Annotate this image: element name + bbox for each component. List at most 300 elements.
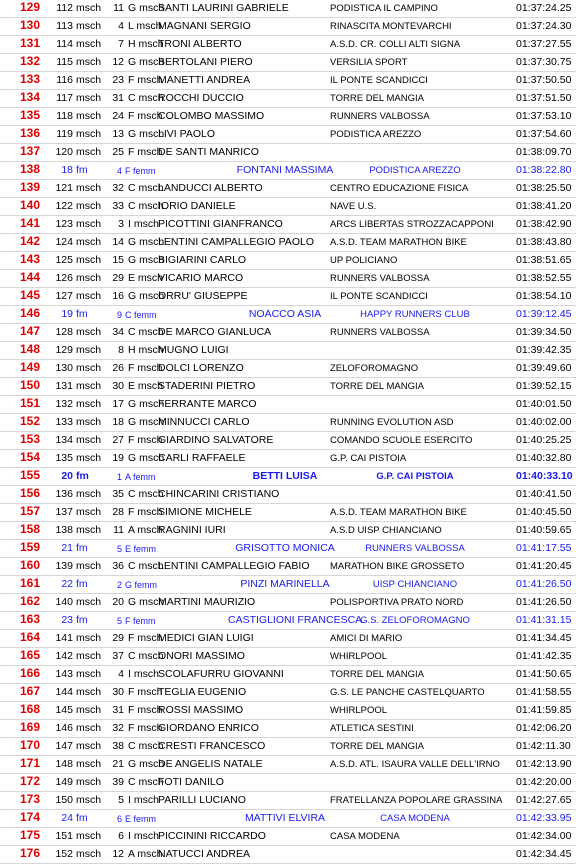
division: F femm — [125, 616, 156, 626]
table-row — [0, 666, 576, 684]
position: 164 — [19, 630, 40, 644]
club-name: FRATELLANZA POPOLARE GRASSINA — [330, 795, 503, 806]
finish-time: 01:40:33.10 — [516, 470, 573, 482]
position: 138 — [19, 162, 40, 176]
position: 150 — [19, 378, 40, 392]
bib-number: 18 — [61, 164, 73, 176]
finish-time: 01:41:58.55 — [516, 686, 572, 698]
athlete-name: GRISOTTO MONICA — [235, 542, 335, 554]
table-row — [0, 324, 576, 342]
finish-time: 01:37:51.50 — [516, 92, 572, 104]
category-rank: 6 — [118, 830, 124, 842]
category-rank: 34 — [112, 326, 124, 338]
athlete-name: BETTI LUISA — [252, 470, 318, 482]
athlete-name: SANTI LAURINI GABRIELE — [158, 2, 289, 14]
table-row — [0, 738, 576, 756]
athlete-name: MUGNO LUIGI — [158, 344, 229, 356]
sex-category: fm — [76, 812, 88, 824]
table-row-female — [0, 810, 576, 828]
table-row — [0, 234, 576, 252]
club-name: IL PONTE SCANDICCI — [330, 291, 428, 302]
finish-time: 01:40:59.65 — [516, 524, 572, 536]
table-row — [0, 702, 576, 720]
division: C msch — [128, 182, 164, 194]
sex-category: msch — [76, 740, 102, 752]
position: 146 — [19, 306, 40, 320]
club-name: A.S.D UISP CHIANCIANO — [330, 525, 442, 536]
table-row — [0, 450, 576, 468]
position: 167 — [19, 684, 40, 698]
position: 175 — [19, 828, 40, 842]
sex-category: msch — [76, 290, 102, 302]
finish-time: 01:37:50.50 — [516, 74, 572, 86]
sex-category: msch — [76, 56, 102, 68]
position: 141 — [19, 216, 40, 230]
club-name: RUNNERS VALBOSSA — [365, 543, 465, 554]
table-row — [0, 648, 576, 666]
club-name: G.P. CAI PISTOIA — [376, 471, 454, 482]
finish-time: 01:40:41.50 — [516, 488, 572, 500]
sex-category: msch — [76, 182, 102, 194]
bib-number: 140 — [55, 596, 73, 608]
division: A msch — [128, 524, 163, 536]
sex-category: msch — [76, 146, 102, 158]
position: 144 — [19, 270, 40, 284]
table-row — [0, 684, 576, 702]
bib-number: 139 — [55, 560, 73, 572]
finish-time: 01:42:06.20 — [516, 722, 572, 734]
division: G femm — [125, 580, 158, 590]
category-rank: 30 — [112, 686, 124, 698]
club-name: TORRE DEL MANGIA — [330, 741, 424, 752]
division: F msch — [128, 362, 163, 374]
division: G msch — [128, 398, 165, 410]
position: 148 — [19, 342, 40, 356]
bib-number: 112 — [56, 2, 73, 14]
athlete-name: MAGNANI SERGIO — [158, 20, 251, 32]
category-rank: 30 — [112, 380, 124, 392]
athlete-name: FERRANTE MARCO — [158, 398, 257, 410]
division: F msch — [128, 704, 163, 716]
athlete-name: FONTANI MASSIMA — [236, 164, 334, 176]
athlete-name: NATUCCI ANDREA — [158, 848, 250, 860]
division: F femm — [125, 166, 156, 176]
athlete-name: CASTIGLIONI FRANCESCA — [228, 614, 363, 626]
sex-category: msch — [76, 2, 102, 14]
table-row — [0, 270, 576, 288]
finish-time: 01:38:51.65 — [516, 254, 572, 266]
finish-time: 01:40:25.25 — [516, 434, 572, 446]
table-row — [0, 522, 576, 540]
club-name: HAPPY RUNNERS CLUB — [360, 309, 470, 320]
category-rank: 18 — [112, 416, 124, 428]
club-name: TORRE DEL MANGIA — [330, 669, 424, 680]
club-name: RINASCITA MONTEVARCHI — [330, 21, 452, 32]
athlete-name: STADERINI PIETRO — [158, 380, 256, 392]
athlete-name: PINZI MARINELLA — [240, 578, 330, 590]
athlete-name: MINNUCCI CARLO — [158, 416, 250, 428]
table-row — [0, 360, 576, 378]
position: 173 — [19, 792, 40, 806]
athlete-name: PICCININI RICCARDO — [158, 830, 266, 842]
club-name: TORRE DEL MANGIA — [330, 381, 424, 392]
finish-time: 01:42:27.65 — [516, 794, 572, 806]
category-rank: 36 — [112, 560, 124, 572]
category-rank: 1 — [116, 472, 122, 482]
club-name: A.S.D. TEAM MARATHON BIKE — [330, 237, 467, 248]
bib-number: 135 — [55, 452, 73, 464]
club-name: G.S. ZELOFOROMAGNO — [360, 615, 470, 626]
category-rank: 7 — [118, 38, 124, 50]
division: G msch — [128, 236, 165, 248]
bib-number: 116 — [56, 74, 73, 86]
position: 131 — [19, 36, 40, 50]
position: 170 — [19, 738, 40, 752]
sex-category: msch — [76, 848, 102, 860]
sex-category: msch — [76, 488, 102, 500]
bib-number: 144 — [55, 686, 73, 698]
position: 157 — [19, 504, 40, 518]
position: 137 — [19, 144, 40, 158]
finish-time: 01:42:20.00 — [516, 776, 572, 788]
finish-time: 01:37:24.30 — [516, 20, 572, 32]
table-row — [0, 828, 576, 846]
category-rank: 11 — [113, 2, 124, 14]
athlete-name: MARTINI MAURIZIO — [158, 596, 256, 608]
athlete-name: DE SANTI MANRICO — [158, 146, 259, 158]
category-rank: 4 — [118, 668, 124, 680]
club-name: PODISTICA AREZZO — [330, 129, 422, 140]
club-name: POLISPORTIVA PRATO NORD — [330, 597, 464, 608]
finish-time: 01:39:52.15 — [516, 380, 572, 392]
division: H msch — [128, 344, 164, 356]
division: I msch — [128, 830, 159, 842]
finish-time: 01:41:59.85 — [516, 704, 572, 716]
bib-number: 142 — [55, 650, 73, 662]
bib-number: 149 — [55, 776, 73, 788]
club-name: G.S. LE PANCHE CASTELQUARTO — [330, 687, 485, 698]
category-rank: 12 — [112, 848, 124, 860]
division: F msch — [128, 686, 163, 698]
finish-time: 01:38:22.80 — [516, 164, 572, 176]
finish-time: 01:38:09.70 — [516, 146, 572, 158]
finish-time: 01:41:20.45 — [516, 560, 572, 572]
athlete-name: CRESTI FRANCESCO — [158, 740, 266, 752]
sex-category: msch — [76, 200, 102, 212]
position: 176 — [19, 846, 40, 860]
bib-number: 114 — [56, 38, 73, 50]
club-name: PODISTICA IL CAMPINO — [330, 3, 438, 14]
category-rank: 20 — [112, 596, 124, 608]
sex-category: msch — [76, 344, 102, 356]
club-name: RUNNING EVOLUTION ASD — [330, 417, 454, 428]
sex-category: msch — [76, 632, 102, 644]
sex-category: msch — [76, 776, 102, 788]
club-name: CASA MODENA — [380, 813, 450, 824]
table-row — [0, 720, 576, 738]
position: 166 — [19, 666, 40, 680]
division: C femm — [125, 310, 157, 320]
division: C msch — [128, 200, 164, 212]
sex-category: msch — [76, 128, 102, 140]
category-rank: 15 — [112, 254, 124, 266]
athlete-name: TEGLIA EUGENIO — [158, 686, 247, 698]
table-row — [0, 774, 576, 792]
club-name: A.S.D. ATL. ISAURA VALLE DELL'IRNO — [330, 759, 500, 770]
athlete-name: RAGNINI IURI — [158, 524, 226, 536]
position: 154 — [19, 450, 40, 464]
division: F msch — [128, 506, 163, 518]
bib-number: 113 — [56, 20, 73, 32]
category-rank: 13 — [112, 128, 124, 140]
position: 156 — [19, 486, 40, 500]
category-rank: 12 — [112, 56, 124, 68]
position: 153 — [19, 432, 40, 446]
bib-number: 148 — [55, 758, 73, 770]
table-row — [0, 342, 576, 360]
bib-number: 126 — [55, 272, 73, 284]
club-name: WHIRLPOOL — [330, 651, 388, 662]
table-row — [0, 792, 576, 810]
position: 147 — [19, 324, 40, 338]
position: 142 — [19, 234, 40, 248]
finish-time: 01:41:26.50 — [516, 578, 572, 590]
finish-time: 01:42:34.45 — [516, 848, 572, 860]
bib-number: 129 — [55, 344, 73, 356]
table-row — [0, 216, 576, 234]
table-row — [0, 378, 576, 396]
bib-number: 152 — [55, 848, 73, 860]
category-rank: 25 — [112, 146, 124, 158]
bib-number: 23 — [61, 614, 73, 626]
athlete-name: BIGIARINI CARLO — [158, 254, 247, 266]
division: G msch — [128, 758, 165, 770]
category-rank: 9 — [116, 310, 122, 320]
athlete-name: CARLI RAFFAELE — [158, 452, 246, 464]
division: A femm — [125, 472, 156, 482]
bib-number: 21 — [61, 542, 73, 554]
bib-number: 120 — [55, 146, 73, 158]
sex-category: msch — [76, 668, 102, 680]
club-name: CENTRO EDUCAZIONE FISICA — [330, 183, 469, 194]
division: C msch — [128, 560, 164, 572]
sex-category: fm — [76, 542, 88, 554]
position: 169 — [19, 720, 40, 734]
sex-category: msch — [76, 416, 102, 428]
club-name: IL PONTE SCANDICCI — [330, 75, 428, 86]
category-rank: 4 — [118, 20, 124, 32]
position: 149 — [19, 360, 40, 374]
division: E femm — [125, 814, 157, 824]
position: 136 — [19, 126, 40, 140]
position: 174 — [19, 810, 40, 824]
athlete-name: CHINCARINI CRISTIANO — [158, 488, 280, 500]
athlete-name: PARILLI LUCIANO — [158, 794, 246, 806]
table-row — [0, 486, 576, 504]
sex-category: msch — [76, 92, 102, 104]
category-rank: 19 — [112, 452, 124, 464]
club-name: AMICI DI MARIO — [330, 633, 403, 644]
finish-time: 01:41:50.65 — [516, 668, 572, 680]
position: 151 — [19, 396, 40, 410]
bib-number: 138 — [55, 524, 73, 536]
athlete-name: LENTINI CAMPALLEGIO FABIO — [158, 560, 310, 572]
bib-number: 124 — [55, 236, 73, 248]
club-name: UISP CHIANCIANO — [372, 579, 458, 590]
bib-number: 127 — [55, 290, 73, 302]
bib-number: 143 — [55, 668, 73, 680]
bib-number: 19 — [61, 308, 73, 320]
category-rank: 32 — [112, 722, 124, 734]
finish-time: 01:41:34.45 — [516, 632, 572, 644]
division: I msch — [128, 668, 159, 680]
category-rank: 31 — [112, 704, 124, 716]
bib-number: 22 — [61, 578, 73, 590]
finish-time: 01:41:26.50 — [516, 596, 572, 608]
athlete-name: PICOTTINI GIANFRANCO — [158, 218, 283, 230]
category-rank: 4 — [116, 166, 122, 176]
table-row-female — [0, 468, 576, 486]
sex-category: msch — [76, 722, 102, 734]
category-rank: 27 — [112, 434, 124, 446]
table-row — [0, 0, 576, 18]
finish-time: 01:37:27.55 — [516, 38, 572, 50]
bib-number: 115 — [56, 56, 73, 68]
position: 133 — [19, 72, 40, 86]
division: G msch — [128, 290, 165, 302]
category-rank: 29 — [112, 632, 124, 644]
table-row — [0, 558, 576, 576]
position: 162 — [19, 594, 40, 608]
division: L msch — [128, 20, 162, 32]
athlete-name: FOTI DANILO — [158, 776, 224, 788]
table-row — [0, 432, 576, 450]
position: 165 — [19, 648, 40, 662]
athlete-name: NOACCO ASIA — [248, 308, 322, 320]
category-rank: 2 — [116, 580, 122, 590]
table-row — [0, 846, 576, 864]
category-rank: 5 — [116, 616, 122, 626]
sex-category: msch — [76, 524, 102, 536]
bib-number: 20 — [61, 470, 73, 482]
finish-time: 01:38:52.55 — [516, 272, 572, 284]
bib-number: 150 — [55, 794, 73, 806]
table-row — [0, 630, 576, 648]
division: E msch — [128, 272, 164, 284]
bib-number: 147 — [55, 740, 73, 752]
finish-time: 01:42:33.95 — [516, 812, 572, 824]
club-name: NAVE U.S. — [330, 201, 377, 212]
bib-number: 146 — [55, 722, 73, 734]
finish-time: 01:40:02.00 — [516, 416, 572, 428]
division: C msch — [128, 740, 164, 752]
sex-category: fm — [76, 308, 88, 320]
club-name: MARATHON BIKE GROSSETO — [330, 561, 465, 572]
bib-number: 134 — [55, 434, 73, 446]
sex-category: msch — [76, 704, 102, 716]
division: F msch — [128, 74, 163, 86]
category-rank: 32 — [112, 182, 124, 194]
division: F msch — [128, 110, 163, 122]
category-rank: 37 — [112, 650, 124, 662]
sex-category: msch — [76, 110, 102, 122]
division: G msch — [128, 596, 165, 608]
sex-category: msch — [76, 434, 102, 446]
finish-time: 01:39:34.50 — [516, 326, 572, 338]
finish-time: 01:38:25.50 — [516, 182, 572, 194]
division: C msch — [128, 650, 164, 662]
category-rank: 23 — [112, 74, 124, 86]
finish-time: 01:39:49.60 — [516, 362, 572, 374]
category-rank: 5 — [116, 544, 122, 554]
division: G msch — [128, 416, 165, 428]
club-name: TORRE DEL MANGIA — [330, 93, 424, 104]
division: E femm — [125, 544, 157, 554]
position: 143 — [19, 252, 40, 266]
athlete-name: ROCCHI DUCCIO — [158, 92, 244, 104]
division: G msch — [128, 128, 165, 140]
athlete-name: MEDICI GIAN LUIGI — [158, 632, 254, 644]
sex-category: msch — [76, 380, 102, 392]
position: 130 — [19, 18, 40, 32]
table-row — [0, 756, 576, 774]
sex-category: msch — [76, 506, 102, 518]
bib-number: 131 — [55, 380, 73, 392]
position: 158 — [19, 522, 40, 536]
division: G msch — [128, 2, 165, 14]
finish-time: 01:37:54.60 — [516, 128, 572, 140]
position: 160 — [19, 558, 40, 572]
club-name: VERSILIA SPORT — [330, 57, 408, 68]
category-rank: 39 — [112, 776, 124, 788]
table-row-female — [0, 306, 576, 324]
category-rank: 11 — [113, 524, 124, 536]
category-rank: 14 — [112, 236, 124, 248]
table-row-female — [0, 162, 576, 180]
club-name: A.S.D. CR. COLLI ALTI SIGNA — [330, 39, 461, 50]
position: 163 — [19, 612, 40, 626]
division: G msch — [128, 56, 165, 68]
table-row — [0, 288, 576, 306]
bib-number: 130 — [55, 362, 73, 374]
finish-time: 01:37:24.25 — [516, 2, 572, 14]
table-row — [0, 126, 576, 144]
sex-category: msch — [76, 398, 102, 410]
athlete-name: GIORDANO ENRICO — [158, 722, 259, 734]
position: 159 — [19, 540, 40, 554]
sex-category: msch — [76, 794, 102, 806]
position: 172 — [19, 774, 40, 788]
athlete-name: IORIO DANIELE — [158, 200, 236, 212]
athlete-name: LIVI PAOLO — [158, 128, 215, 140]
sex-category: msch — [76, 596, 102, 608]
division: G msch — [128, 452, 165, 464]
sex-category: msch — [76, 686, 102, 698]
finish-time: 01:42:13.90 — [516, 758, 572, 770]
sex-category: msch — [76, 326, 102, 338]
athlete-name: ROSSI MASSIMO — [158, 704, 244, 716]
athlete-name: ORRU' GIUSEPPE — [158, 290, 248, 302]
athlete-name: LANDUCCI ALBERTO — [158, 182, 263, 194]
finish-time: 01:41:17.55 — [516, 542, 572, 554]
category-rank: 6 — [116, 814, 122, 824]
athlete-name: TRONI ALBERTO — [158, 38, 242, 50]
finish-time: 01:37:53.10 — [516, 110, 572, 122]
bib-number: 141 — [55, 632, 73, 644]
position: 132 — [19, 54, 40, 68]
sex-category: msch — [76, 236, 102, 248]
division: I msch — [128, 218, 159, 230]
